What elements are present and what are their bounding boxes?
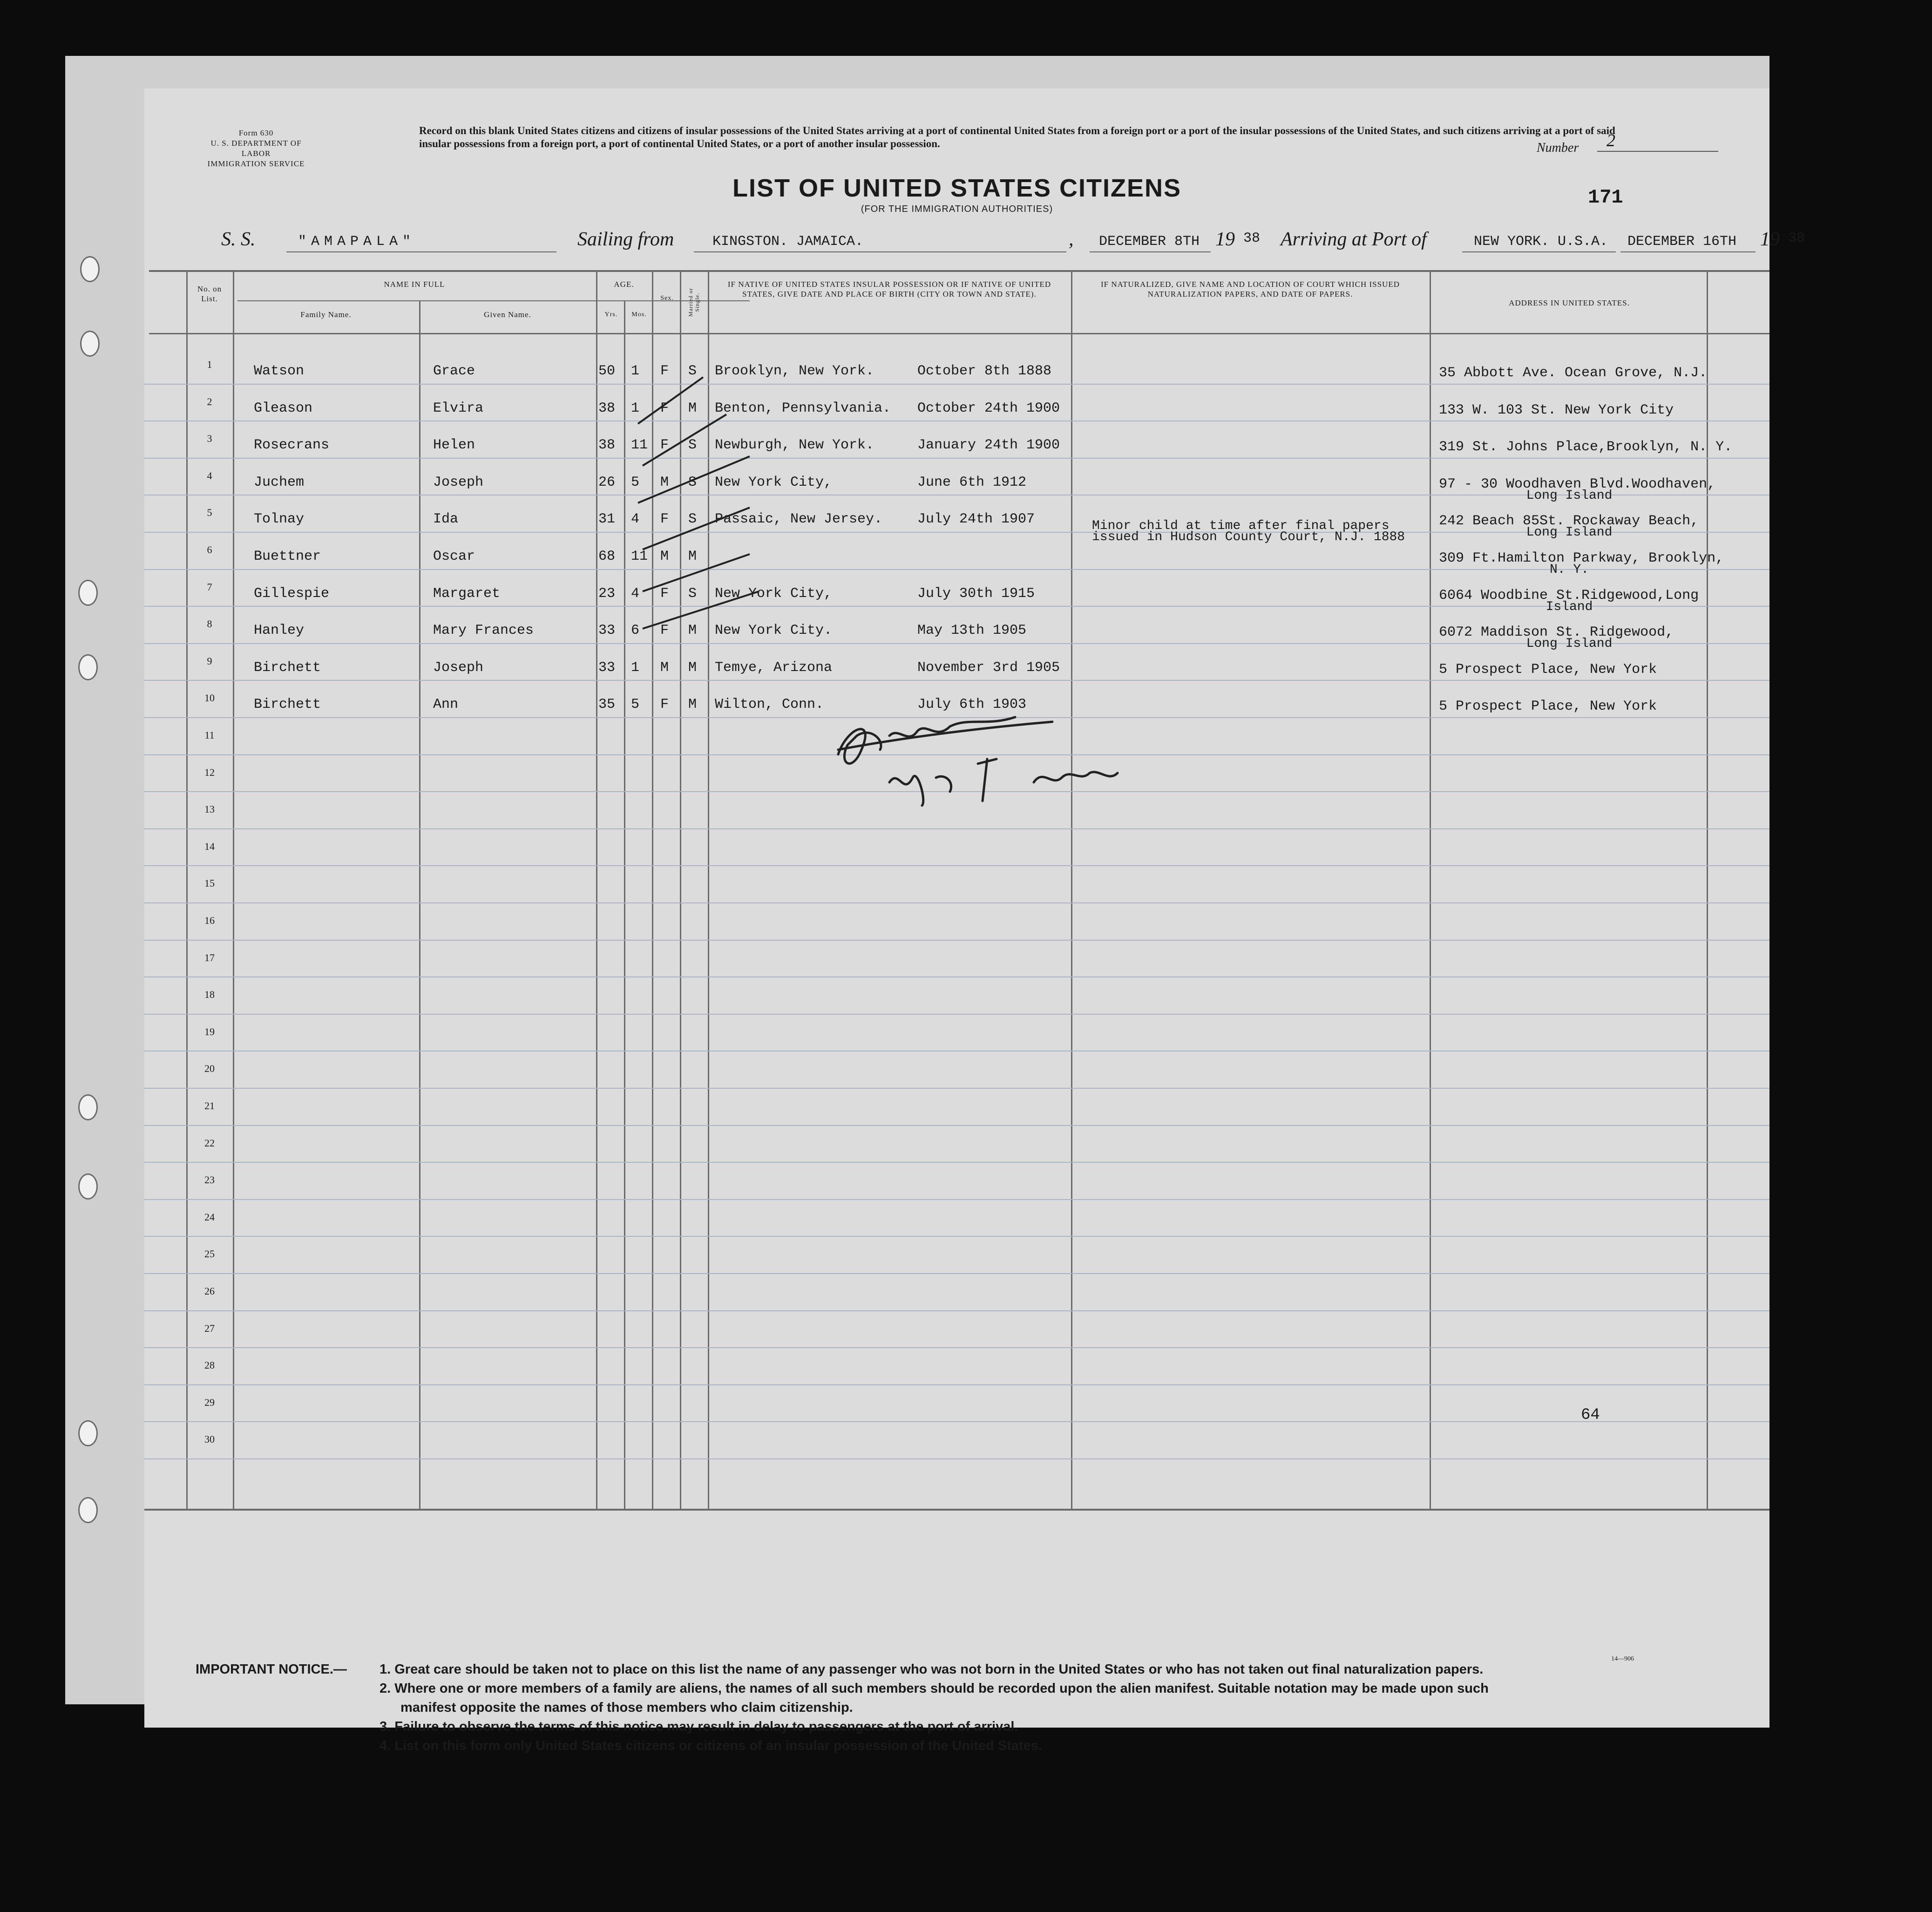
- address-line: 5 Prospect Place, New York: [1439, 661, 1657, 678]
- given-name: Ida: [433, 511, 459, 528]
- row-rule: [144, 1273, 1769, 1274]
- form-number: Form 630: [238, 129, 274, 137]
- address-line: 6064 Woodbine St.Ridgewood,Long: [1439, 587, 1699, 603]
- given-name: Elvira: [433, 400, 484, 416]
- birth-place: New York City,: [715, 585, 833, 602]
- birth-date: June 6th 1912: [917, 474, 1027, 490]
- binder-hole: [78, 1497, 98, 1523]
- row-number: 6: [207, 544, 212, 556]
- arriving-port-line: [1462, 251, 1616, 252]
- row-number: 20: [204, 1063, 215, 1075]
- check-mark: [643, 414, 726, 466]
- arriving-year: 38: [1788, 231, 1805, 246]
- birth-date: October 8th 1888: [917, 363, 1052, 379]
- page-title: LIST OF UNITED STATES CITIZENS: [732, 174, 1181, 202]
- age-years: 26: [598, 474, 616, 490]
- age-months: 1: [631, 659, 640, 676]
- age-months: 4: [631, 511, 640, 528]
- sex: F: [660, 697, 669, 713]
- row-number: 30: [204, 1433, 215, 1445]
- birth-date: November 3rd 1905: [917, 659, 1060, 676]
- col-divider: [419, 300, 420, 1509]
- address-line: Long Island: [1526, 525, 1613, 540]
- header-name-in-full: NAME IN FULL: [384, 280, 445, 289]
- col-divider: [596, 270, 597, 1509]
- row-rule: [144, 1458, 1769, 1459]
- marital-status: S: [688, 437, 697, 454]
- binder-hole: [78, 1094, 98, 1120]
- form-code: 14—906: [1611, 1655, 1634, 1662]
- page-number: 171: [1588, 186, 1623, 209]
- given-name: Joseph: [433, 659, 484, 676]
- row-rule: [144, 1199, 1769, 1200]
- marital-status: S: [688, 511, 697, 528]
- sailing-year: 38: [1243, 231, 1261, 246]
- binder-hole: [80, 256, 100, 282]
- row-number: 19: [204, 1025, 215, 1037]
- row-number: 10: [204, 692, 215, 704]
- row-rule: [144, 1014, 1769, 1015]
- given-name: Helen: [433, 437, 475, 454]
- row-rule: [144, 1236, 1769, 1237]
- marital-status: M: [688, 659, 697, 676]
- row-number: 4: [207, 469, 212, 481]
- row-number: 13: [204, 803, 215, 815]
- sailing-date: DECEMBER 8TH: [1099, 234, 1200, 250]
- notice-heading: IMPORTANT NOTICE.—: [196, 1662, 347, 1677]
- age-months: 1: [631, 400, 640, 416]
- birth-date: October 24th 1900: [917, 400, 1060, 416]
- row-number: 2: [207, 395, 212, 407]
- number-label: Number: [1537, 141, 1579, 155]
- header-family-name: Family Name.: [300, 310, 352, 319]
- given-name: Mary Frances: [433, 623, 534, 639]
- family-name: Birchett: [254, 697, 321, 713]
- age-months: 11: [631, 437, 648, 454]
- row-number: 12: [204, 766, 215, 778]
- sailing-from-line: [694, 251, 1066, 252]
- row-number: 8: [207, 618, 212, 630]
- row-rule: [144, 1125, 1769, 1126]
- header-mos: Mos.: [631, 311, 647, 318]
- manifest-sheet: [144, 88, 1805, 1753]
- header-birth: IF NATIVE OF UNITED STATES INSULAR POSSESSION OR IF NATIVE OF UNITED STATES, GIVE DATE AND PLACE OF BIRTH (CITY OR TOWN AND STATE).: [727, 280, 1051, 298]
- check-mark: [638, 456, 750, 503]
- check-mark: [643, 554, 750, 591]
- tally-number: 64: [1581, 1406, 1600, 1424]
- binder-hole: [78, 1420, 98, 1446]
- sex: F: [660, 437, 669, 454]
- row-rule: [144, 902, 1769, 903]
- instructions-text: Record on this blank United States citizens and citizens of insular possessions of the United States arriving at a port of continental United States from a foreign port or a port of the insular possessions of the United States, and such citizens arriving at a port of said insular possessions from a foreign port, a port of continental United States, or a port of another insular possession.: [419, 125, 1615, 149]
- sex: M: [660, 549, 669, 564]
- age-months: 11: [631, 549, 648, 564]
- row-number: 11: [204, 729, 215, 741]
- address-line: 5 Prospect Place, New York: [1439, 698, 1657, 715]
- row-rule: [144, 865, 1769, 866]
- check-marks: [610, 368, 852, 657]
- sex: F: [660, 363, 669, 379]
- address-line: 35 Abbott Ave. Ocean Grove, N.J.: [1439, 365, 1708, 381]
- header-yrs: Yrs.: [604, 311, 618, 318]
- row-rule: [144, 680, 1769, 681]
- age-years: 33: [598, 659, 616, 676]
- marital-status: M: [688, 623, 697, 639]
- arriving-label: Arriving at Port of: [1281, 229, 1427, 250]
- header-sex: Sex.: [660, 295, 674, 302]
- col-divider: [1430, 270, 1431, 1509]
- birth-date: July 6th 1903: [917, 697, 1027, 713]
- sailing-label: Sailing from: [577, 229, 674, 250]
- page-subtitle: (FOR THE IMMIGRATION AUTHORITIES): [861, 204, 1053, 214]
- binder-hole: [78, 1173, 98, 1200]
- age-years: 33: [598, 623, 616, 639]
- row-rule: [144, 420, 1769, 421]
- family-name: Buettner: [254, 549, 321, 564]
- address-line: 133 W. 103 St. New York City: [1439, 402, 1674, 418]
- row-rule: [144, 1088, 1769, 1089]
- check-mark: [638, 377, 703, 424]
- col-divider: [233, 270, 234, 1509]
- col-divider: [1707, 270, 1708, 1509]
- ss-label: S. S.: [221, 229, 256, 250]
- notice-4: 4. List on this form only United States citizens or citizens of an insular possession of the United States.: [380, 1738, 1042, 1753]
- notice-2-cont: manifest opposite the names of those members who claim citizenship.: [400, 1700, 853, 1715]
- given-name: Margaret: [433, 585, 501, 602]
- age-months: 1: [631, 363, 640, 379]
- marital-status: S: [688, 474, 697, 490]
- naturalization-details: Minor child at time after final papers issued in Hudson County Court, N.J. 1888: [1092, 519, 1405, 544]
- address-line: Island: [1546, 599, 1593, 614]
- table-bottom-border: [144, 1509, 1769, 1511]
- birth-place: Brooklyn, New York.: [715, 363, 874, 379]
- family-name: Rosecrans: [254, 437, 330, 454]
- age-months: 4: [631, 585, 640, 602]
- row-number: 27: [204, 1322, 215, 1334]
- family-name: Gleason: [254, 400, 313, 416]
- header-age: AGE.: [614, 280, 634, 289]
- header-address: ADDRESS IN UNITED STATES.: [1509, 298, 1630, 307]
- family-name: Watson: [254, 363, 305, 379]
- address-line: 6072 Maddison St. Ridgewood,: [1439, 624, 1674, 641]
- row-number: 5: [207, 507, 212, 519]
- ship-name: "AMAPALA": [298, 234, 416, 250]
- birth-place: Benton, Pennsylvania.: [715, 400, 891, 416]
- row-number: 15: [204, 877, 215, 889]
- check-mark: [643, 591, 759, 629]
- age-years: 23: [598, 585, 616, 602]
- marital-status: M: [688, 400, 697, 416]
- age-years: 31: [598, 511, 616, 528]
- table-top-border: [149, 270, 1769, 272]
- form-header: [196, 128, 317, 169]
- row-number: 22: [204, 1137, 215, 1149]
- row-rule: [144, 1421, 1769, 1422]
- notice-2: 2. Where one or more members of a family are aliens, the names of all such members should be recorded upon the alien manifest. Suitable notation may be made upon such: [380, 1681, 1489, 1696]
- sex: F: [660, 585, 669, 602]
- row-number: 25: [204, 1248, 215, 1260]
- marital-status: M: [688, 697, 697, 713]
- row-number: 14: [204, 840, 215, 852]
- row-rule: [144, 940, 1769, 941]
- sex: M: [660, 659, 669, 676]
- age-years: 50: [598, 363, 616, 379]
- arriving-date: DECEMBER 16TH: [1627, 234, 1737, 250]
- comma: ,: [1069, 229, 1074, 250]
- important-notice: [196, 1660, 1779, 1756]
- address-line: 242 Beach 85St. Rockaway Beach,: [1439, 513, 1699, 529]
- family-name: Juchem: [254, 474, 305, 490]
- sailing-from: KINGSTON. JAMAICA.: [712, 234, 864, 250]
- header-bottom-border: [149, 333, 1769, 334]
- given-name: Joseph: [433, 474, 484, 490]
- service-name: IMMIGRATION SERVICE: [207, 159, 305, 168]
- family-name: Birchett: [254, 659, 321, 676]
- row-number: 18: [204, 989, 215, 1001]
- department-name: U. S. DEPARTMENT OF LABOR: [210, 139, 302, 158]
- ship-name-line: [286, 251, 556, 252]
- header-given-name: Given Name.: [484, 310, 531, 319]
- birth-place: Wilton, Conn.: [715, 697, 824, 713]
- age-months: 5: [631, 697, 640, 713]
- birth-place: Passaic, New Jersey.: [715, 511, 883, 528]
- family-name: Tolnay: [254, 511, 305, 528]
- row-number: 17: [204, 951, 215, 963]
- address-line: N. Y.: [1549, 563, 1589, 577]
- age-years: 38: [598, 400, 616, 416]
- address-line: 319 St. Johns Place,Brooklyn, N. Y.: [1439, 439, 1733, 455]
- row-number: 7: [207, 581, 212, 593]
- notice-1: 1. Great care should be taken not to place on this list the name of any passenger who was not born in the United States or who has not taken out final naturalization papers.: [380, 1662, 1484, 1677]
- age-months: 5: [631, 474, 640, 490]
- sex: F: [660, 511, 669, 528]
- birth-place: Newburgh, New York.: [715, 437, 874, 454]
- row-rule: [144, 1384, 1769, 1385]
- birth-date: July 24th 1907: [917, 511, 1035, 528]
- row-number: 26: [204, 1285, 215, 1297]
- row-number: 23: [204, 1174, 215, 1186]
- sailing-date-line: [1090, 251, 1211, 252]
- age-years: 35: [598, 697, 616, 713]
- birth-date: May 13th 1905: [917, 623, 1027, 639]
- arriving-port: NEW YORK. U.S.A.: [1474, 234, 1608, 250]
- row-number: 24: [204, 1211, 215, 1223]
- marital-status: S: [688, 585, 697, 602]
- address-line: Long Island: [1526, 637, 1613, 651]
- birth-date: January 24th 1900: [917, 437, 1060, 454]
- header-no-on-list: No. on List.: [197, 285, 222, 303]
- age-years: 38: [598, 437, 616, 454]
- given-name: Grace: [433, 363, 475, 379]
- number-value: 2: [1597, 130, 1718, 152]
- binder-hole: [78, 654, 98, 680]
- age-months: 6: [631, 623, 640, 639]
- header-naturalized: IF NATURALIZED, GIVE NAME AND LOCATION OF COURT WHICH ISSUED NATURALIZATION PAPERS, AND DATE OF PAPERS.: [1100, 280, 1400, 298]
- arriving-date-line: [1620, 251, 1756, 252]
- row-rule: [144, 458, 1769, 459]
- given-name: Oscar: [433, 549, 475, 564]
- row-number: 9: [207, 655, 212, 667]
- row-number: 1: [207, 359, 212, 370]
- family-name: Hanley: [254, 623, 305, 639]
- family-name: Gillespie: [254, 585, 330, 602]
- age-years: 68: [598, 549, 616, 564]
- arriving-year-prefix: 19: [1760, 229, 1780, 250]
- row-number: 21: [204, 1100, 215, 1112]
- binder-hole: [80, 331, 100, 357]
- birth-place: Temye, Arizona: [715, 659, 833, 676]
- marital-status: S: [688, 363, 697, 379]
- notice-3: 3. Failure to observe the terms of this notice may result in delay to passengers at the port of arrival.: [380, 1719, 1018, 1734]
- sailing-year-prefix: 19: [1215, 229, 1235, 250]
- marital-status: M: [688, 549, 697, 564]
- header-married-or-single: Married or Single.: [687, 288, 700, 317]
- binder-hole: [78, 580, 98, 606]
- row-number: 3: [207, 433, 212, 445]
- row-number: 29: [204, 1396, 215, 1408]
- sex: F: [660, 623, 669, 639]
- handwritten-signature: [820, 708, 1164, 815]
- row-rule: [144, 1347, 1769, 1348]
- birth-place: New York City.: [715, 623, 833, 639]
- address-line: Long Island: [1526, 488, 1613, 503]
- birth-date: July 30th 1915: [917, 585, 1035, 602]
- address-line: 309 Ft.Hamilton Parkway, Brooklyn,: [1439, 550, 1724, 566]
- col-divider: [1071, 270, 1072, 1509]
- row-rule: [144, 828, 1769, 829]
- row-rule: [144, 1162, 1769, 1163]
- check-mark: [643, 508, 750, 549]
- row-rule: [144, 976, 1769, 977]
- address-line: 97 - 30 Woodhaven Blvd.Woodhaven,: [1439, 476, 1716, 492]
- row-rule: [144, 1310, 1769, 1311]
- row-rule: [144, 384, 1769, 385]
- sex: F: [660, 400, 669, 416]
- row-number: 28: [204, 1359, 215, 1371]
- given-name: Ann: [433, 697, 459, 713]
- row-number: 16: [204, 915, 215, 926]
- sex: M: [660, 474, 669, 490]
- birth-place: New York City,: [715, 474, 833, 490]
